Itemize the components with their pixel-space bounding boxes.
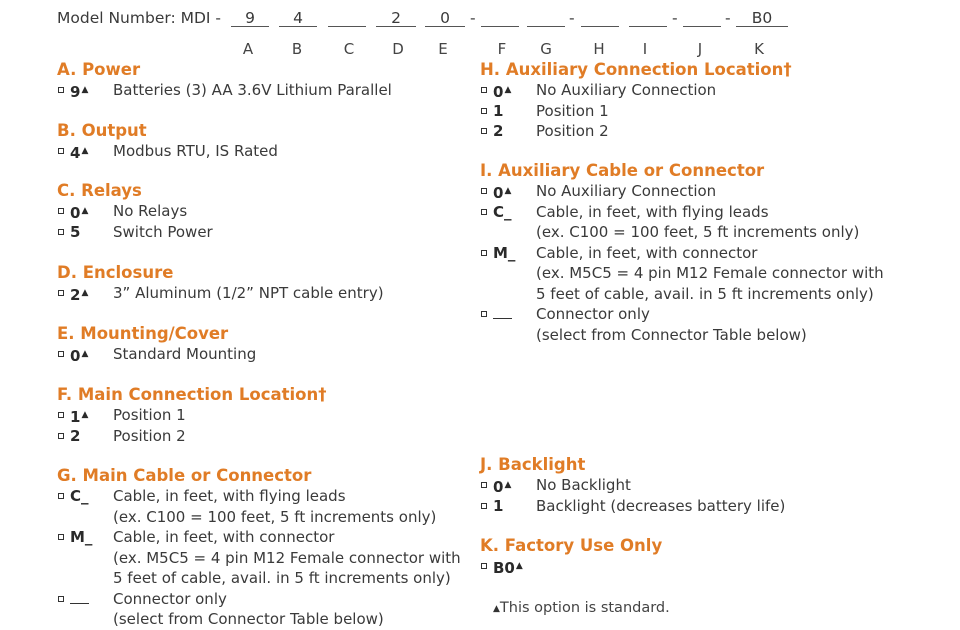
option-code [493,475,511,498]
model-slot-g [527,9,565,27]
checkbox-icon[interactable] [58,208,64,214]
option-list [480,475,785,516]
option-row [57,405,326,426]
option-description [536,80,792,101]
option-code [70,222,80,243]
option-row [480,80,792,101]
option-code-text: M_ [493,243,516,262]
option-row [57,201,213,222]
checkbox-icon[interactable] [481,563,487,569]
section-enclosure [57,263,384,304]
option-code [70,426,80,447]
option-description-line: (select from Connector Table below) [113,610,384,628]
option-code [70,527,92,548]
slot-letter-e: E [438,40,448,58]
option-description [113,344,256,365]
slot-letter-b: B [291,40,303,58]
model-number-label: Model Number: MDI - [57,9,222,27]
option-description-line: No Auxiliary Connection [536,182,717,200]
option-code-text: 9 [70,83,81,101]
option-description [113,589,461,630]
option-description [113,80,392,101]
option-list [480,80,792,142]
checkbox-icon[interactable] [58,412,64,418]
option-code-text: B0 [493,559,515,577]
standard-footnote [493,600,670,616]
option-row [57,141,278,162]
option-row [480,475,785,496]
slot-letter-c: C [343,40,355,58]
option-code [493,202,512,223]
standard-mark-icon: ▲ [81,146,89,156]
section-title: C. Relays [57,181,142,200]
option-description-line: Position 1 [113,406,186,424]
option-description-line: (ex. C100 = 100 feet, 5 ft increments only) [113,507,437,526]
option-description-line: Cable, in feet, with connector [536,243,758,262]
option-description-line: Connector only [536,305,650,323]
option-code [70,486,89,507]
model-dash: - [725,9,731,27]
section-title: H. Auxiliary Connection Location† [480,60,792,79]
option-description-line: Position 2 [536,122,609,140]
option-code [70,283,88,306]
section-title: G. Main Cable or Connector [57,466,312,485]
option-description [113,486,461,527]
section-aux-location [480,60,792,142]
option-code-text: C_ [493,202,512,221]
option-row [57,344,256,365]
checkbox-icon[interactable] [58,534,64,540]
option-code [70,405,88,428]
section-mounting [57,324,256,365]
option-description-line: Position 2 [113,426,186,445]
model-slot-i [629,9,667,27]
blank-code-line [70,603,89,604]
checkbox-icon[interactable] [58,290,64,296]
checkbox-icon[interactable] [481,482,487,488]
checkbox-icon[interactable] [481,250,487,256]
slot-letter-f: F [497,40,507,58]
option-description-line: (select from Connector Table below) [536,325,807,344]
option-description-line: 5 feet of cable, avail. in 5 ft increments only) [536,284,874,303]
checkbox-icon[interactable] [481,108,487,114]
model-slot-e: 0 [425,9,465,27]
option-description [113,201,213,222]
option-code-text: C_ [70,487,89,505]
option-description-line: Cable, in feet, with flying leads [536,202,769,221]
option-list [57,486,461,630]
option-description [536,181,884,202]
model-slot-f [481,9,519,27]
checkbox-icon[interactable] [481,503,487,509]
option-description [536,202,884,243]
slot-letter-h: H [593,40,605,58]
option-list [57,141,278,162]
option-description-line: (ex. C100 = 100 feet, 5 ft increments only) [536,223,860,241]
section-title: D. Enclosure [57,263,174,282]
option-description-line: (ex. M5C5 = 4 pin M12 Female connector with [536,264,884,282]
option-description [113,141,278,162]
option-row [480,181,884,202]
option-code [70,201,88,224]
option-description-line: (ex. M5C5 = 4 pin M12 Female connector with [113,548,461,567]
option-description [113,222,213,243]
option-description [113,426,326,447]
option-code-text: 0 [70,347,81,365]
checkbox-icon[interactable] [481,209,487,215]
option-description-line: No Backlight [536,476,631,494]
option-description [536,475,785,496]
option-code-text: M_ [70,528,93,546]
footnote-text: This option is standard. [499,600,670,616]
standard-mark-icon: ▲ [515,561,523,571]
option-code-text: 0 [493,83,504,101]
section-factory [480,536,662,577]
option-list [57,283,384,304]
option-description-line: No Auxiliary Connection [536,81,717,99]
option-list [480,556,662,577]
slot-letter-j: J [697,40,703,58]
standard-mark-icon: ▲ [81,206,89,216]
option-description [113,527,461,589]
option-code-text: 1 [70,408,81,426]
option-code-text: 5 [70,222,81,241]
section-title: K. Factory Use Only [480,536,663,555]
standard-mark-icon: ▲ [504,85,512,95]
option-code-text: 0 [493,478,504,496]
option-description-line: No Relays [113,202,188,220]
option-code [493,556,523,579]
option-description [536,304,884,345]
checkbox-icon[interactable] [58,87,64,93]
section-power [57,60,392,101]
option-row [57,486,461,527]
option-description [113,283,384,304]
option-description-line: 5 feet of cable, avail. in 5 ft increments only) [113,569,451,587]
option-code-text: 2 [493,122,504,140]
standard-mark-icon: ▲ [81,349,89,359]
section-backlight [480,455,785,516]
section-title: F. Main Connection Location† [57,385,327,404]
option-description [536,496,785,517]
section-title: B. Output [57,121,147,140]
option-description-line: Modbus RTU, IS Rated [113,142,278,160]
slot-letter-g: G [540,40,552,58]
model-dash: - [672,9,678,27]
option-row [480,496,785,517]
section-title: E. Mounting/Cover [57,324,229,343]
checkbox-icon[interactable] [481,128,487,134]
section-output [57,121,278,162]
checkbox-icon[interactable] [58,596,64,602]
option-row [57,589,461,630]
section-title: I. Auxiliary Cable or Connector [480,161,765,180]
standard-mark-icon: ▲ [504,186,512,196]
option-description-line: Standard Mounting [113,345,257,363]
checkbox-icon[interactable] [481,311,487,317]
section-title: A. Power [57,60,141,79]
checkbox-icon[interactable] [58,229,64,235]
checkbox-icon[interactable] [58,351,64,357]
option-row [57,527,461,589]
option-row [480,101,792,122]
slot-letter-d: D [392,40,404,58]
option-code-text: 0 [493,184,504,202]
checkbox-icon[interactable] [481,87,487,93]
checkbox-icon[interactable] [58,148,64,154]
model-slot-d: 2 [376,9,416,27]
option-code [70,80,88,103]
option-row [480,556,662,577]
option-row [480,121,792,142]
option-row [57,283,384,304]
option-list [480,181,884,345]
option-code-text: 2 [70,286,81,304]
section-aux-cable [480,161,884,345]
option-code [493,181,511,204]
standard-mark-icon: ▲ [81,85,89,95]
section-main-location [57,385,326,446]
option-description-line: Position 1 [536,101,609,120]
option-list [57,80,392,101]
option-row [57,222,213,243]
standard-mark-icon: ▲ [81,410,89,420]
checkbox-icon[interactable] [58,433,64,439]
standard-mark-icon: ▲ [81,288,89,298]
option-code-text: 1 [493,101,504,120]
option-list [57,201,213,242]
option-description [113,405,326,426]
model-dash: - [569,9,575,27]
option-description [536,101,792,122]
option-description-line: Backlight (decreases battery life) [536,496,786,515]
option-code-text: 2 [70,426,81,445]
option-row [480,202,884,243]
model-slot-c [328,9,366,27]
blank-code-line [493,318,512,319]
option-code [493,101,503,122]
option-code-text: 0 [70,204,81,222]
model-slot-b: 4 [279,9,317,27]
option-row [480,304,884,345]
option-code [70,344,88,367]
option-description [536,556,662,577]
option-description-line: 3” Aluminum (1/2” NPT cable entry) [113,284,384,302]
model-dash: - [470,9,476,27]
model-slot-j [683,9,721,27]
standard-mark-icon: ▲ [504,480,512,490]
model-slot-h [581,9,619,27]
option-code [493,121,503,142]
option-code-text: 4 [70,144,81,162]
option-description-line: Cable, in feet, with connector [113,528,335,546]
option-description-line: Switch Power [113,222,213,241]
checkbox-icon[interactable] [58,493,64,499]
option-description [536,243,884,305]
section-main-cable [57,466,461,630]
option-code [493,80,511,103]
option-row [57,426,326,447]
option-row [480,243,884,305]
slot-letter-a: A [242,40,254,58]
option-description-line: Cable, in feet, with flying leads [113,487,346,505]
option-code [493,496,503,517]
section-title: J. Backlight [480,455,586,474]
option-list [57,405,326,446]
option-code [493,243,515,264]
option-row [57,80,392,101]
checkbox-icon[interactable] [481,188,487,194]
model-slot-k: B0 [736,9,788,27]
option-description [536,121,792,142]
option-description-line: Batteries (3) AA 3.6V Lithium Parallel [113,81,392,99]
option-code-text: 1 [493,496,504,515]
model-slot-a: 9 [231,9,269,27]
option-code [70,141,88,164]
standard-mark-icon: ▲ [493,604,500,614]
section-relays [57,181,213,242]
slot-letter-k: K [754,40,764,58]
option-description-line: Connector only [113,589,227,608]
slot-letter-i: I [642,40,648,58]
option-list [57,344,256,365]
